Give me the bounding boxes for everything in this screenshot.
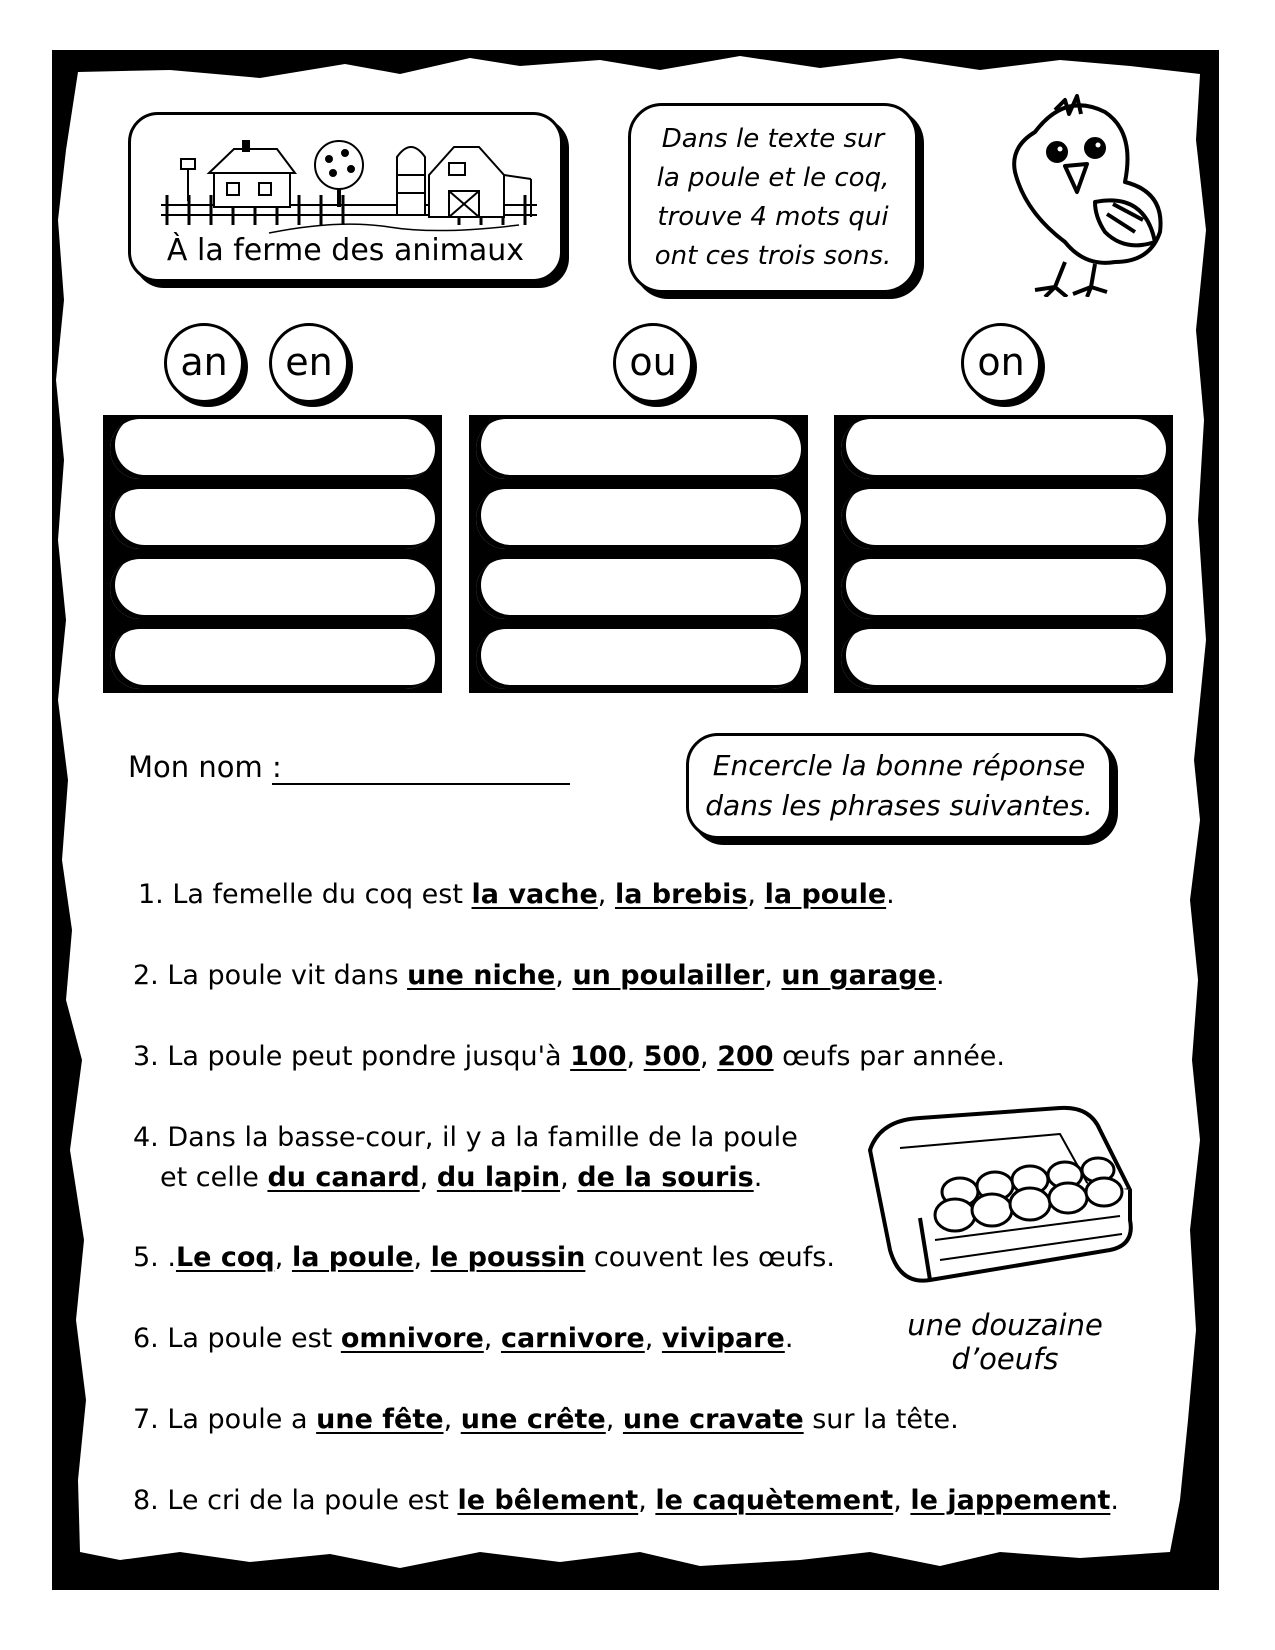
answer-option[interactable]: le jappement	[910, 1485, 1111, 1516]
question-number: 8.	[133, 1485, 159, 1516]
question-1: 1. La femelle du coq est la vache, la brebis, la poule.	[138, 875, 895, 915]
question-2: 2. La poule vit dans une niche, un poulailler, un garage.	[133, 956, 945, 996]
question-number: 5.	[133, 1242, 159, 1273]
question-end: .	[936, 960, 945, 991]
instruction-line: la poule et le coq,	[656, 163, 890, 193]
answer-column-an-en	[103, 415, 442, 693]
question-text: La femelle du coq est	[172, 879, 472, 910]
page-number: 5	[850, 1560, 868, 1593]
question-end: .	[1110, 1485, 1119, 1516]
question-text: Le cri de la poule est	[167, 1485, 458, 1516]
name-field[interactable]	[272, 783, 570, 785]
answer-field[interactable]	[476, 489, 801, 549]
question-text: La poule vit dans	[167, 960, 408, 991]
question-end: œufs par année.	[773, 1041, 1006, 1072]
question-end: sur la tête.	[803, 1404, 959, 1435]
answer-field[interactable]	[841, 489, 1166, 549]
answer-field[interactable]	[841, 559, 1166, 619]
instruction-line: ont ces trois sons.	[654, 241, 892, 271]
answer-option[interactable]: 500	[643, 1041, 701, 1072]
instruction-line: Dans le texte sur	[661, 124, 885, 154]
question-end: .	[784, 1323, 794, 1354]
answer-option[interactable]: 100	[570, 1041, 627, 1072]
answer-option[interactable]: une fête	[316, 1404, 444, 1435]
question-text: et celle	[160, 1162, 268, 1193]
answer-option[interactable]: le poussin	[430, 1242, 586, 1273]
question-3: 3. La poule peut pondre jusqu'à 100, 500, 200 œufs par année.	[133, 1037, 1005, 1077]
answer-option[interactable]: un poulailler	[572, 960, 765, 991]
answer-option[interactable]: la vache	[471, 879, 598, 910]
egg-caption: une douzaine d’oeufs	[907, 1308, 1103, 1376]
farm-illustration	[159, 135, 539, 235]
question-text: La poule peut pondre jusqu'à	[167, 1041, 571, 1072]
question-end: couvent les œufs.	[585, 1242, 835, 1273]
question-number: 2.	[133, 960, 159, 991]
question-5: 5. .Le coq, la poule, le poussin couvent les œufs.	[133, 1238, 835, 1278]
answer-option[interactable]: la brebis	[614, 879, 748, 910]
question-6: 6. La poule est omnivore, carnivore, vivipare.	[133, 1319, 793, 1359]
answer-option[interactable]: de la souris	[577, 1162, 754, 1193]
egg-carton-illustration	[860, 1100, 1145, 1305]
answer-column-on	[834, 415, 1173, 693]
answer-field[interactable]	[476, 419, 801, 479]
question-number: 4.	[133, 1122, 159, 1153]
answer-field[interactable]	[110, 629, 435, 689]
sound-ou: ou	[613, 323, 693, 403]
question-number: 7.	[133, 1404, 159, 1435]
instruction-line: dans les phrases suivantes.	[705, 789, 1093, 822]
instruction-line: Encercle la bonne réponse	[712, 749, 1086, 782]
answer-option[interactable]: carnivore	[500, 1323, 645, 1354]
answer-option[interactable]: le bêlement	[457, 1485, 639, 1516]
answer-option[interactable]: la poule	[764, 879, 887, 910]
instruction-line: trouve 4 mots qui	[657, 202, 889, 232]
chick-illustration	[995, 92, 1185, 297]
question-number: 1.	[138, 879, 164, 910]
question-text: La poule a	[167, 1404, 317, 1435]
answer-option[interactable]: du lapin	[436, 1162, 561, 1193]
circle-instruction-box	[686, 733, 1112, 839]
answer-option[interactable]: omnivore	[340, 1323, 484, 1354]
answer-field[interactable]	[110, 489, 435, 549]
sound-an: an	[164, 323, 244, 403]
answer-option[interactable]: le caquètement	[655, 1485, 894, 1516]
sound-on: on	[961, 323, 1041, 403]
question-number: 6.	[133, 1323, 159, 1354]
name-label: Mon nom :	[128, 750, 282, 784]
question-end: .	[753, 1162, 763, 1193]
answer-field[interactable]	[476, 629, 801, 689]
answer-option[interactable]: Le coq	[175, 1242, 275, 1273]
question-4: 4. Dans la basse-cour, il y a la famille de la poule et celle du canard, du lapin, de la souris.	[133, 1118, 798, 1198]
answer-option[interactable]: du canard	[267, 1162, 420, 1193]
question-prefix: .	[167, 1242, 176, 1273]
question-8: 8. Le cri de la poule est le bêlement, le caquètement, le jappement.	[133, 1481, 1119, 1521]
answer-option[interactable]: la poule	[291, 1242, 414, 1273]
answer-option[interactable]: une crête	[460, 1404, 606, 1435]
answer-option[interactable]: une cravate	[622, 1404, 804, 1435]
answer-column-ou	[469, 415, 808, 693]
answer-option[interactable]: une niche	[407, 960, 556, 991]
answer-option[interactable]: vivipare	[661, 1323, 785, 1354]
answer-option[interactable]: un garage	[781, 960, 936, 991]
answer-field[interactable]	[110, 559, 435, 619]
title-box	[128, 112, 563, 282]
question-end: .	[886, 879, 895, 910]
sound-en: en	[269, 323, 349, 403]
question-7: 7. La poule a une fête, une crête, une cravate sur la tête.	[133, 1400, 959, 1440]
sounds-instruction-box	[628, 103, 918, 293]
question-text: Dans la basse-cour, il y a la famille de la poule	[167, 1122, 798, 1153]
answer-option[interactable]: 200	[717, 1041, 774, 1072]
answer-field[interactable]	[841, 419, 1166, 479]
answer-field[interactable]	[110, 419, 435, 479]
answer-field[interactable]	[476, 559, 801, 619]
worksheet-title: À la ferme des animaux	[166, 233, 525, 268]
answer-field[interactable]	[841, 629, 1166, 689]
question-number: 3.	[133, 1041, 159, 1072]
question-text: La poule est	[167, 1323, 341, 1354]
